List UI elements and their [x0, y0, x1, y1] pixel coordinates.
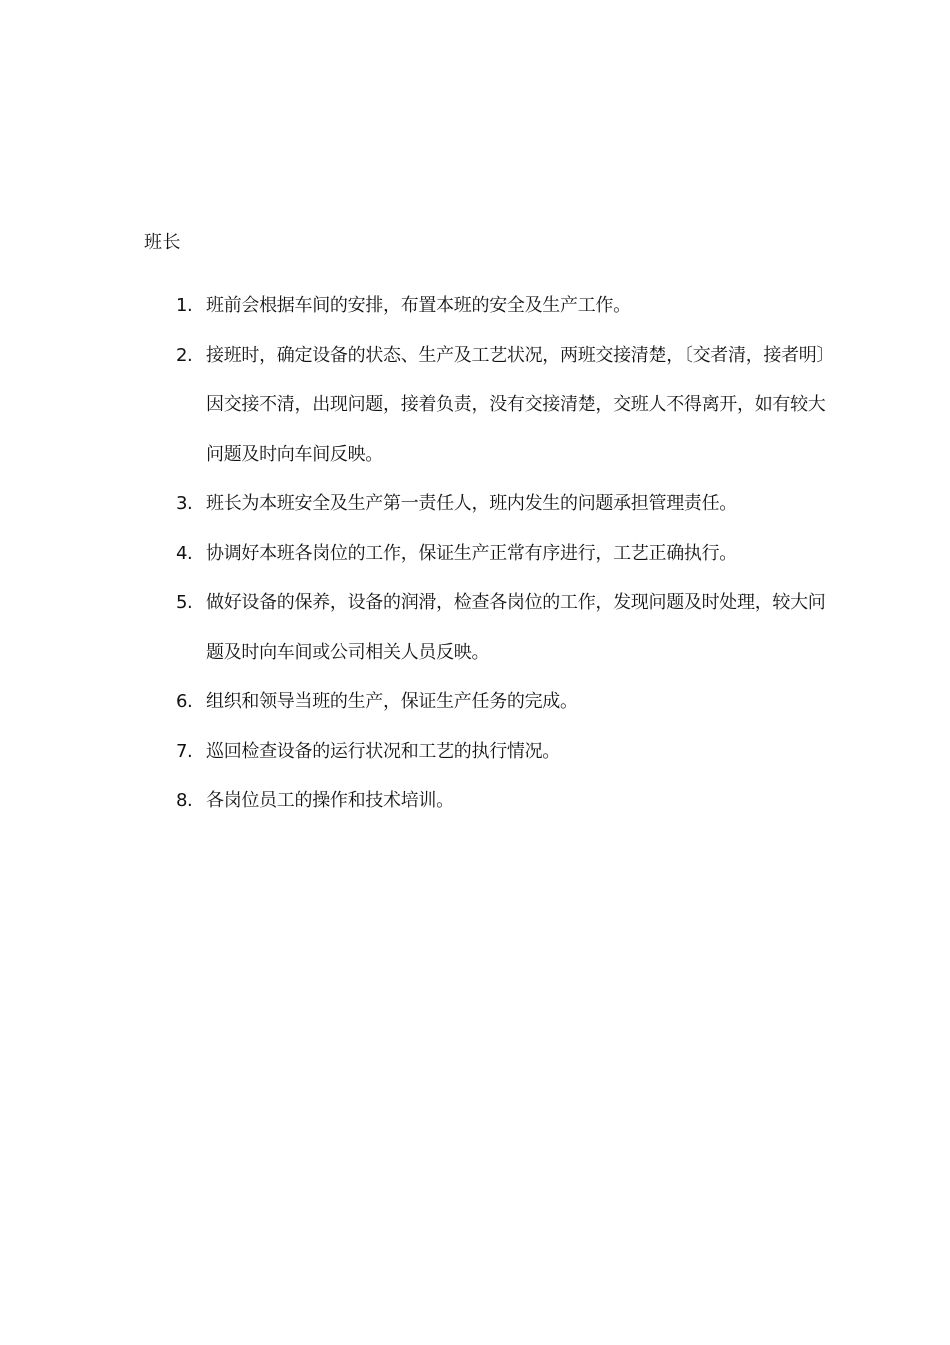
- list-item: [176, 479, 826, 529]
- list-item-text: 各岗位员工的操作和技术培训。: [206, 790, 454, 811]
- list-item-text: 班长为本班安全及生产第一责任人，班内发生的问题承担管理责任。: [206, 493, 737, 514]
- list-item: [176, 677, 826, 727]
- list-item-number: 5.: [176, 592, 193, 613]
- list-item: [176, 331, 826, 480]
- list-item-number: 6.: [176, 691, 193, 712]
- list-item-text: 接班时，确定设备的状态、生产及工艺状况，两班交接清楚，〔交者清，接者明〕因交接不清，出现问题，接着负责，没有交接清楚，交班人不得离开，如有较大问题及时向车间反映。: [206, 344, 826, 465]
- list-item-text: 巡回检查设备的运行状况和工艺的执行情况。: [206, 740, 560, 762]
- list-item-number: 2.: [176, 344, 193, 366]
- list-item: [176, 578, 826, 677]
- list-item-number: 1.: [176, 295, 193, 316]
- list-item: [176, 776, 826, 826]
- list-item-number: 7.: [176, 740, 193, 762]
- list-item-number: 3.: [176, 493, 193, 514]
- list-item-text: 协调好本班各岗位的工作，保证生产正常有序进行，工艺正确执行。: [206, 542, 737, 564]
- list-item-number: 4.: [176, 542, 193, 564]
- list-item: [176, 281, 826, 331]
- list-item-text: 班前会根据车间的安排，布置本班的安全及生产工作。: [206, 295, 631, 316]
- list-item-text: 组织和领导当班的生产，保证生产任务的完成。: [206, 691, 578, 712]
- document-heading: 班长: [144, 232, 181, 253]
- list-item: [176, 529, 826, 579]
- list-item-number: 8.: [176, 790, 193, 811]
- list-item-text: 做好设备的保养，设备的润滑，检查各岗位的工作，发现问题及时处理，较大问题及时向车间或公司相关人员反映。: [206, 592, 826, 663]
- list-item: [176, 727, 826, 777]
- duty-list: [176, 281, 826, 826]
